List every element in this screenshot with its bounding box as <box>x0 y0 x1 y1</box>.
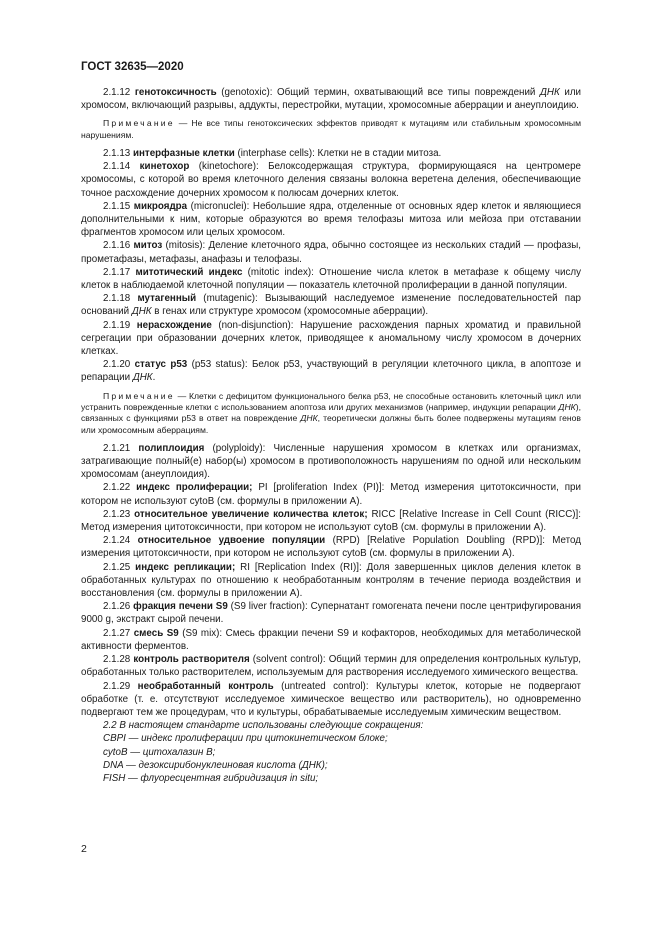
document-body <box>81 86 581 785</box>
page-number: 2 <box>81 843 87 855</box>
text-run: 2.1.12 <box>103 87 135 98</box>
text-run: (micronuclei): Небольшие ядра, отделенные от основных ядер клеток и являющиеся дополнительными к ним, которые образуются во время телофазы митоза или мейоза при отставании фрагментов хромосом или целых хромосом. <box>81 200 582 239</box>
text-run: cytoB — цитохалазин В; <box>103 746 216 758</box>
italic-text: ДНК <box>558 401 576 412</box>
text-run: (RPD) [Relative Population Doubling (RPD)]: Метод измерения цитотоксичности, при котором не используют cytoB (см. формулы в приложении А). <box>81 535 581 560</box>
text-run: (mitosis): Деление клеточного ядра, обычно состоящее из нескольких стадий — профазы, прометафазы, метафазы, анафазы и телофазы. <box>81 240 581 265</box>
definition-paragraph <box>81 653 581 679</box>
definition-paragraph <box>81 239 581 265</box>
text-run: 2.2 В настоящем стандарте использованы следующие сокращения: <box>103 720 424 732</box>
text-run: (kinetochore): Белоксодержащая структура, формирующаяся на центромере хромосомы, с которой во время клеточного деления связаны волокна веретена деления, обеспечивающие точное расхождение дочерних хромосом к полюсам дочерних клеток. <box>81 161 581 199</box>
abbreviation-line <box>81 772 581 785</box>
text-run: 2.1.23 <box>103 508 135 520</box>
definition-paragraph <box>81 600 581 626</box>
term: относительное удвоение популяции <box>137 535 326 547</box>
term: фракция печени S9 <box>133 601 228 613</box>
abbreviation-line <box>81 746 581 759</box>
definition-paragraph <box>81 508 581 534</box>
term: индекс пролиферации; <box>136 482 253 494</box>
text-run: (untreated control): Культуры клеток, которые не подвергают обработке (т. е. отсутствуют исследуемое химическое вещество или растворитель), но одновременно подвергают тем же процедурам, что и культуры, обрабатываемые исследуемым химическим веществом. <box>81 680 581 718</box>
text-run: 2.1.26 <box>103 601 134 613</box>
definition-paragraph <box>81 627 581 653</box>
text-run: 2.1.27 <box>103 627 134 639</box>
term: смесь S9 <box>133 627 179 639</box>
definition-paragraph <box>81 160 581 200</box>
text-run: (mutagenic): Вызывающий наследуемое изменение последовательностей пар оснований <box>81 293 581 318</box>
italic-text: ДНК <box>540 87 560 98</box>
term: статус p53 <box>134 359 188 371</box>
text-run: (solvent control): Общий термин для определения контрольных культур, обработанных только растворителем, используемым для растворения исследуемого химического вещества. <box>81 654 582 679</box>
text-run: 2.1.22 <box>103 482 137 494</box>
term: митоз <box>133 240 163 252</box>
definition-paragraph <box>81 147 581 160</box>
note-label: Примечание <box>103 118 175 129</box>
text-run: 2.1.14 <box>103 161 140 173</box>
italic-text: ДНК <box>300 413 318 424</box>
definition-paragraph <box>81 481 581 507</box>
text-run: FISH — флуоресцентная гибридизация in situ; <box>103 772 319 784</box>
text-run: 2.1.29 <box>103 680 138 692</box>
text-run: в генах или структуре хромосом (хромосомные аберрации). <box>151 306 429 318</box>
term: интерфазные клетки <box>132 148 235 159</box>
term: относительное увеличение количества клеток; <box>134 508 368 520</box>
term: генотоксичность <box>134 87 217 98</box>
text-run: 2.1.13 <box>103 148 133 159</box>
text-run: RICC [Relative Increase in Cell Count (RICC)]: Метод измерения цитотоксичности, при котором не используют cytoB (см. формулы в приложении А). <box>81 508 581 534</box>
definition-paragraph <box>81 266 581 292</box>
text-run: 2.1.25 <box>103 561 136 573</box>
definition-paragraph <box>81 358 581 384</box>
text-run: (genotoxic): Общий термин, охватывающий все типы повреждений <box>216 87 540 98</box>
text-run: — Не все типы генотоксических эффектов приводят к мутациям или стабильным хромосомным нарушениям. <box>81 118 581 140</box>
term: митотический индекс <box>135 266 243 278</box>
text-run: 2.1.17 <box>103 266 136 278</box>
term: микроядра <box>133 200 188 212</box>
text-run: или хромосом, включающий разрывы, аддукты, перестройки, мутации, хромосомные аберрации и анеуплоидию. <box>81 87 582 112</box>
text-run: 2.1.21 <box>103 442 139 454</box>
term: нерасхождение <box>136 319 212 331</box>
text-run: (S9 mix): Смесь фракции печени S9 и кофакторов, необходимых для метаболической активности ферментов. <box>81 627 582 652</box>
term: полиплоидия <box>138 442 205 454</box>
definition-paragraph <box>81 561 581 601</box>
text-run: CBPI — индекс пролиферации при цитокинетическом блоке; <box>103 733 388 745</box>
term: индекс репликации; <box>135 561 236 573</box>
term: контроль растворителя <box>133 654 250 666</box>
text-run: (mitotic index): Отношение числа клеток в метафазе к общему числу клеток в наблюдаемой клеточной популяции — показатель клеточной пролиферации в данной популяции. <box>81 266 581 292</box>
text-run: 2.1.15 <box>103 200 134 212</box>
text-run: 2.1.28 <box>103 654 134 666</box>
document-header: ГОСТ 32635—2020 <box>81 61 184 73</box>
text-run: . <box>152 372 156 384</box>
definition-paragraph <box>81 292 581 318</box>
note-label: Примечание <box>103 390 175 401</box>
definition-paragraph <box>81 442 581 482</box>
note-paragraph <box>81 391 581 436</box>
text-run: 2.1.20 <box>103 359 135 371</box>
text-run: DNA — дезоксирибонуклеиновая кислота (ДНК); <box>103 759 328 771</box>
text-run: 2.1.24 <box>103 535 138 547</box>
abbreviation-line <box>81 759 581 772</box>
text-run: (S9 liver fraction): Супернатант гомогената печени после центрифугирования 9000 g, экстракт сырой печени. <box>81 601 582 626</box>
abbreviation-line <box>81 732 581 745</box>
text-run: RI [Replication Index (RI)]: Доля завершенных циклов деления клеток в обработанных культурах по отношению к необработанным контролям в течение периода воздействия и восстановления (см. формулы в приложении А). <box>81 561 581 600</box>
text-run: (interphase cells): Клетки не в стадии митоза. <box>234 148 442 159</box>
italic-text: ДНК <box>132 372 153 384</box>
term: кинетохор <box>139 161 190 173</box>
note-paragraph <box>81 118 581 141</box>
abbreviation-line <box>81 719 581 732</box>
text-run: 2.1.19 <box>103 319 137 331</box>
text-run: , теоретически должны быть более подвержены мутациям генов или хромосомным аберрациям. <box>81 413 582 435</box>
definition-paragraph <box>81 200 581 240</box>
text-run: (non-disjunction): Нарушение расхождения парных хроматид и правильной сегрегации при образовании дочерних клеток, приводящее к аномальному числу хромосом в дочерних клетках. <box>81 319 581 358</box>
italic-text: ДНК <box>131 306 152 318</box>
text-run: ), связанных с функциями p53 в ответ на повреждение <box>81 401 581 424</box>
definition-paragraph <box>81 319 581 359</box>
text-run: 2.1.18 <box>103 293 138 305</box>
definition-paragraph <box>81 534 581 560</box>
text-run: (p53 status): Белок p53, участвующий в регуляции клеточного цикла, в апоптозе и репарации <box>81 359 581 384</box>
definition-paragraph <box>81 680 581 720</box>
text-run: — Клетки с дефицитом функционального белка p53, не способные остановить клеточный цикл или устранить поврежденные клетки с использованием апоптоза или других механизмов (например, индукции репарации <box>81 390 581 412</box>
text-run: 2.1.16 <box>103 240 134 252</box>
text-run: (polyploidy): Численные нарушения хромосом в клетках или организмах, затрагивающие полный(е) набор(ы) хромосом в противоположность нарушениям по одной или нескольким хромосомам (анеуплоидия). <box>81 442 581 481</box>
definition-paragraph <box>81 86 581 112</box>
term: мутагенный <box>137 293 197 305</box>
term: необработанный контроль <box>137 680 274 692</box>
text-run: PI [proliferation Index (PI)]: Метод измерения цитотоксичности, при котором не используют cytoB (см. формулы в приложении А). <box>81 482 581 507</box>
